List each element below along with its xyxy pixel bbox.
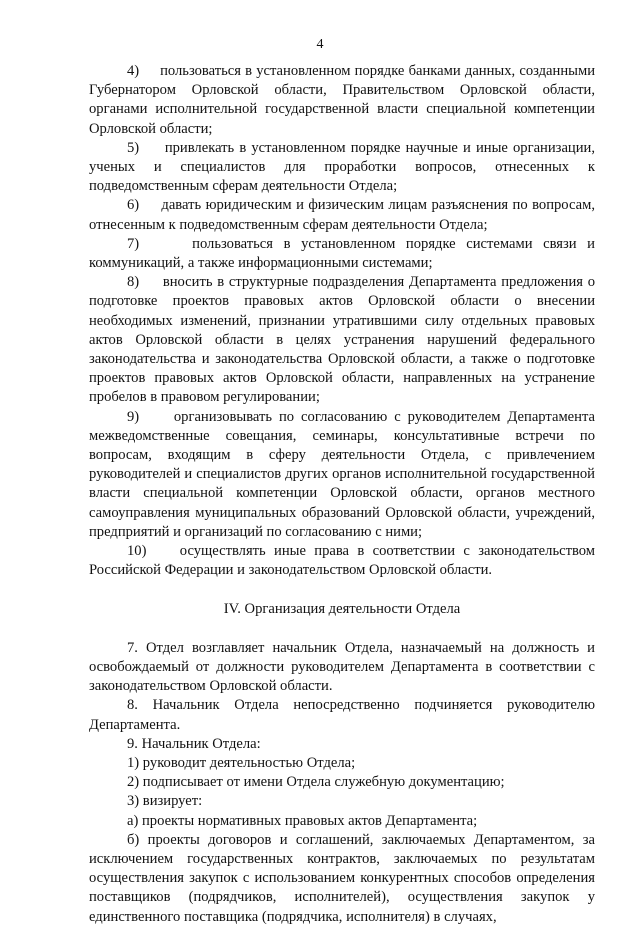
paragraph-7: 7. Отдел возглавляет начальник Отдела, назначаемый на должность и освобождаемый от должности руководителем Департамента в соответствии с законодательством Орловской области. — [89, 639, 595, 695]
rights-item-5: 5) привлекать в установленном порядке научные и иные организации, ученых и специалистов для проработки вопросов, отнесенных к подведомственным сферам деятельности Отдела; — [89, 139, 595, 195]
rights-item-8: 8) вносить в структурные подразделения Департамента предложения о подготовке проектов правовых актов Орловской области о внесении необходимых изменений, признании утратившими силу отдельных правовых актов Орловской области в целях устранения нарушений федерального законодательства и законодательства Орловской области, а также о подготовке проектов правовых актов Орловской области, направленных на устранение пробелов в правовом регулировании; — [89, 274, 595, 406]
paragraph-9: 9. Начальник Отдела: — [127, 735, 261, 752]
subitem-3b: б) проекты договоров и соглашений, заключаемых Департаментом, за исключением государственных контрактов, заключаемых по результатам осуществления закупок с использованием конкурентных способов определения поставщиков (подрядчиков, исполнителей), осуществления закупок у единственного поставщика (подрядчика, исполнителя) в случаях, — [89, 831, 595, 925]
section-heading: IV. Организация деятельности Отдела — [223, 601, 461, 618]
paragraph-8: 8. Начальник Отдела непосредственно подчиняется руководителю Департамента. — [89, 697, 595, 733]
rights-item-10: 10) осуществлять иные права в соответствии с законодательством Российской Федерации и законодательством Орловской области. — [89, 543, 595, 579]
subitem-3a: а) проекты нормативных правовых актов Департамента; — [127, 812, 478, 829]
rights-item-9: 9) организовывать по согласованию с руководителем Департамента межведомственные совещания, семинары, консультативные встречи по вопросам, входящим в сферу деятельности Отдела, с привлечением руководителей и специалистов других органов исполнительной государственной власти специальной компетенции Орловской области, органов местного самоуправления муниципальных образований Орловской области, учреждений, предприятий и организаций по согласованию с ними; — [89, 408, 595, 540]
page-number: 4 — [316, 37, 324, 52]
rights-item-4: 4) пользоваться в установленном порядке банками данных, созданными Губернатором Орловской области, Правительством Орловской области, органами исполнительной государственной власти специальной компетенции Орловской области; — [89, 63, 595, 137]
rights-item-6: 6) давать юридическим и физическим лицам разъяснения по вопросам, отнесенным к подведомственным сферам деятельности Отдела; — [89, 197, 595, 233]
subitem-3: 3) визирует: — [127, 793, 203, 810]
document-body — [89, 62, 595, 927]
subitem-1: 1) руководит деятельностью Отдела; — [127, 754, 356, 771]
subitem-2: 2) подписывает от имени Отдела служебную документацию; — [127, 774, 505, 791]
rights-item-7: 7) пользоваться в установленном порядке системами связи и коммуникаций, а также информационными системами; — [89, 235, 595, 272]
